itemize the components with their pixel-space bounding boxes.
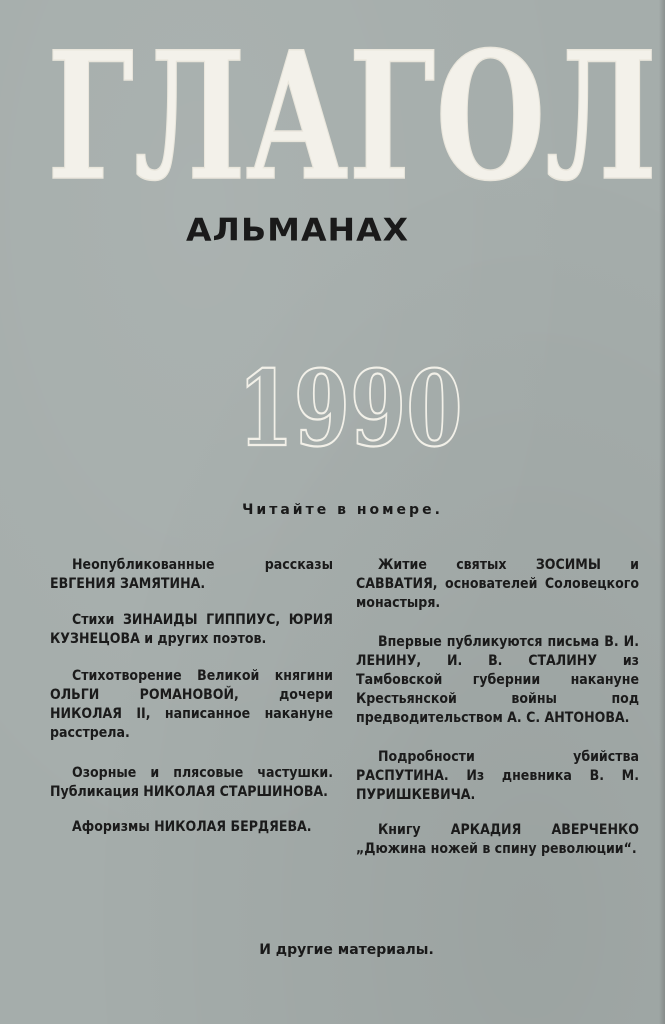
contents-left-column — [50, 556, 333, 853]
subtitle: АЛЬМАНАХ — [186, 210, 410, 249]
footer-note: И другие материалы. — [259, 942, 434, 958]
year-text: 1990 — [237, 347, 463, 470]
title-text: ГЛАГОЛ — [47, 13, 657, 220]
contents-item: Подробности убийства РАСПУТИНА. Из дневника В. М. ПУРИШКЕВИЧА. — [356, 749, 639, 803]
contents-item: Книгу АРКАДИЯ АВЕРЧЕНКО „Дюжина ножей в спину революции“. — [356, 822, 639, 857]
contents-item: Житие святых ЗОСИМЫ и САВВАТИЯ, основателей Соловецкого монастыря. — [356, 557, 639, 611]
contents-heading: Читайте в номере. — [242, 502, 443, 518]
contents-item: Афоризмы НИКОЛАЯ БЕРДЯЕВА. — [72, 819, 312, 835]
contents-item: Неопубликованные рассказы ЕВГЕНИЯ ЗАМЯТИНА. — [50, 557, 333, 592]
contents-right-column — [356, 556, 639, 875]
year-graphic — [230, 347, 470, 470]
contents-item: Озорные и плясовые частушки. Публикация НИКОЛАЯ СТАРШИНОВА. — [50, 765, 333, 800]
year-outline — [230, 347, 470, 470]
page-edge-shadow — [659, 0, 665, 1024]
title-logo — [42, 13, 662, 220]
title-logo-graphic — [42, 13, 662, 220]
contents-item: Стихи ЗИНАИДЫ ГИППИУС, ЮРИЯ КУЗНЕЦОВА и других поэтов. — [50, 612, 333, 647]
contents-item: Впервые публикуются письма В. И. ЛЕНИНУ, И. В. СТАЛИНУ из Тамбовской губернии накануне Крестьянской войны под предводительством А. С. АНТОНОВА. — [356, 634, 639, 726]
contents-item: Стихотворение Великой княгини ОЛЬГИ РОМАНОВОЙ, дочери НИКОЛАЯ II, написанное накануне расстрела. — [50, 668, 333, 741]
